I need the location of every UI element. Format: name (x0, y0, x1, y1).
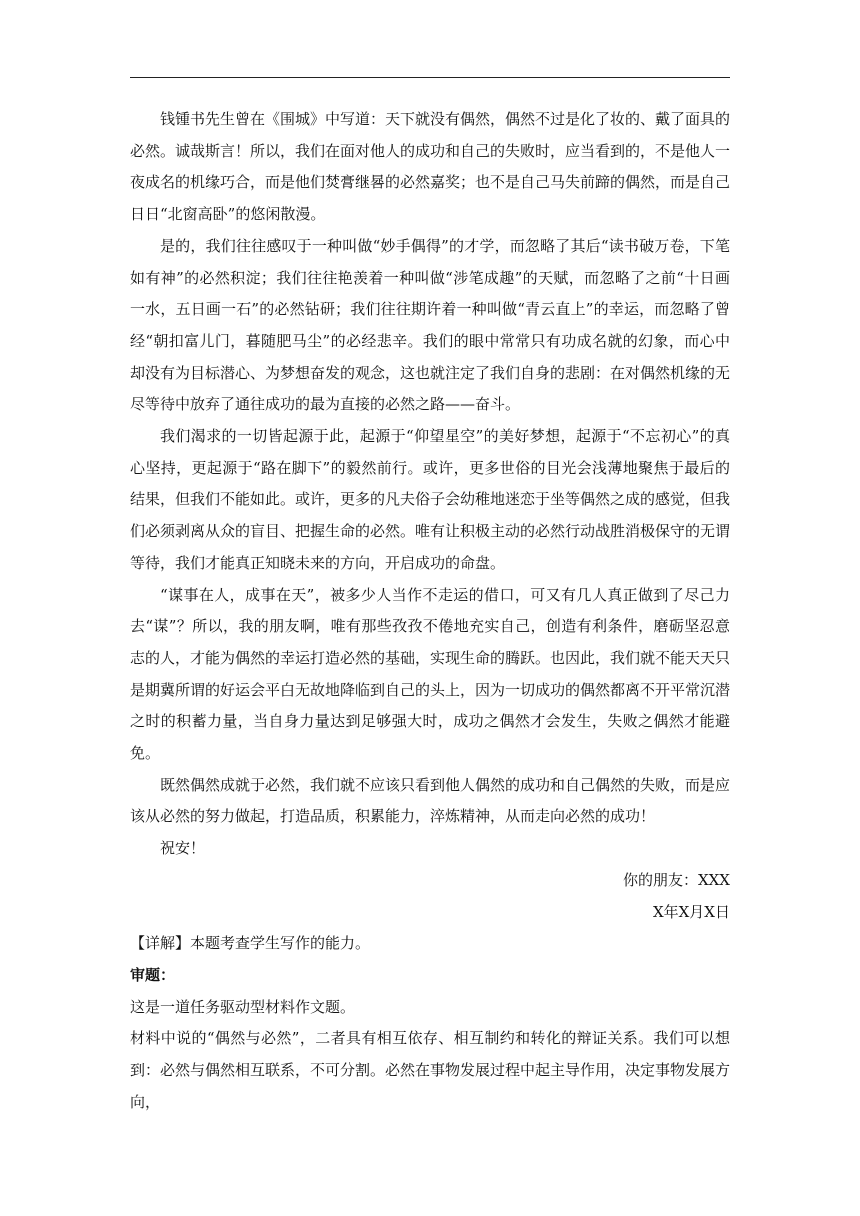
analysis-line: 这是一道任务驱动型材料作文题。 (130, 997, 356, 1016)
analysis-line: 材料中说的“偶然与必然”，二者具有相互依存、相互制约和转化的辩证关系。我们可以想到：必然与偶然相互联系，不可分割。必然在事物发展过程中起主导作用，决定事物发展方向， (130, 1029, 731, 1111)
essay-paragraph: “谋事在人，成事在天”，被多少人当作不走运的借口，可又有几人真正做到了尽己力去“谋”？所以，我的朋友啊，唯有那些孜孜不倦地充实自己，创造有利条件，磨砺坚忍意志的人，才能为偶然的幸运打造必然的基础，实现生命的腾跃。也因此，我们就不能天天只是期冀所谓的好运会平白无故地降临到自己的头上，因为一切成功的偶然都离不开平常沉潜之时的积蓄力量，当自身力量达到足够强大时，成功之偶然才会发生，失败之偶然才能避免。 (130, 585, 731, 763)
essay-closing: 祝安！ (160, 839, 206, 858)
essay-date: X年X月X日 (652, 902, 730, 921)
essay-paragraph: 是的，我们往往感叹于一种叫做“妙手偶得”的才学，而忽略了其后“读书破万卷，下笔如有神”的必然积淀；我们往往艳羡着一种叫做“涉笔成趣”的天赋，而忽略了之前“十日画一水，五日画一石”的必然钻研；我们往往期许着一种叫做“青云直上”的幸运，而忽略了曾经“朝扣富儿门，暮随肥马尘”的必经悲辛。我们的眼中常常只有功成名就的幻象，而心中却没有为目标潜心、为梦想奋发的观念，这也就注定了我们自身的悲剧：在对偶然机缘的无尽等待中放弃了通往成功的最为直接的必然之路——奋斗。 (130, 236, 731, 414)
essay-paragraph: 钱锺书先生曾在《围城》中写道：天下就没有偶然，偶然不过是化了妆的、戴了面具的必然。诚哉斯言！所以，我们在面对他人的成功和自己的失败时，应当看到的，不是他人一夜成名的机缘巧合，而是他们焚膏继晷的必然嘉奖；也不是自己马失前蹄的偶然，而是自己日日“北窗高卧”的悠闲散漫。 (130, 110, 731, 224)
document-body (130, 104, 730, 1119)
essay-paragraph: 既然偶然成就于必然，我们就不应该只看到他人偶然的成功和自己偶然的失败，而是应该从必然的努力做起，打造品质，积累能力，淬炼精神，从而走向必然的成功！ (130, 775, 731, 826)
essay-signature: 你的朋友：XXX (622, 870, 730, 889)
analysis-detail: 【详解】本题考查学生写作的能力。 (130, 934, 371, 953)
essay-paragraph: 我们渴求的一切皆起源于此，起源于“仰望星空”的美好梦想，起源于“不忘初心”的真心坚持，更起源于“路在脚下”的毅然前行。或许，更多世俗的目光会浅薄地聚焦于最后的结果，但我们不能如此。或许，更多的凡夫俗子会幼稚地迷恋于坐等偶然之成的感觉，但我们必须剥离从众的盲目、把握生命的必然。唯有让积极主动的必然行动战胜消极保守的无谓等待，我们才能真正知晓未来的方向，开启成功的命盘。 (130, 427, 731, 572)
header-rule (130, 77, 730, 78)
analysis-heading: 审题： (130, 965, 176, 984)
